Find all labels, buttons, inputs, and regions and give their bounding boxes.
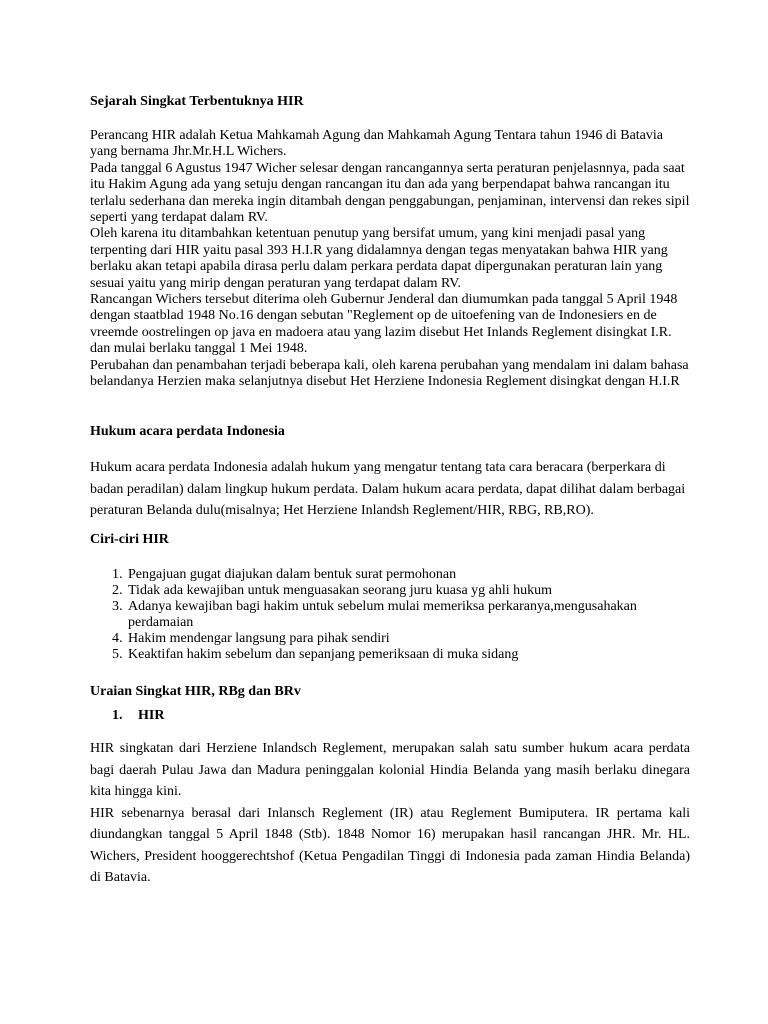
list-number: 4. (112, 631, 123, 646)
section-body-hukum-acara (90, 457, 690, 522)
section-body-sejarah (90, 128, 690, 391)
paragraph: HIR singkatan dari Herziene Inlandsch Reglement, merupakan salah satu sumber hukum acara perdata bagi daerah Pulau Jawa dan Madura peninggalan kolonial Hindia Belanda yang masih berlaku dinegara kita hingga kini. (90, 741, 690, 799)
subheading-text: HIR (138, 708, 165, 723)
list-item (90, 599, 690, 631)
subheading-number: 1. (112, 708, 123, 723)
list-number: 1. (112, 567, 123, 582)
paragraph: HIR sebenarnya berasal dari Inlansch Reglement (IR) atau Reglement Bumiputera. IR pertama kali diundangkan tanggal 5 April 1848 (Stb). 1848 Nomor 16) merupakan hasil rancangan JHR. Mr. HL. Wichers, President hooggerechtshof (Ketua Pengadilan Tinggi di Indonesia pada zaman Hindia Belanda) di Batavia. (90, 805, 690, 885)
list-item-text: Keaktifan hakim sebelum dan sepanjang pemeriksaan di muka sidang (128, 647, 519, 662)
paragraph: Hukum acara perdata Indonesia adalah hukum yang mengatur tentang tata cara beracara (berperkara di badan peradilan) dalam lingkup hukum perdata. Dalam hukum acara perdata, dapat dilihat dalam berbagai peraturan Belanda dulu(misalnya; Het Herziene Inlandsh Reglement/HIR, RBG, RB,RO). (90, 460, 686, 518)
list-item-text: Pengajuan gugat diajukan dalam bentuk surat permohonan (128, 567, 457, 582)
section-body-uraian (90, 738, 690, 889)
list-number: 2. (112, 583, 123, 598)
section-heading-uraian: Uraian Singkat HIR, RBg dan BRv (90, 684, 301, 699)
list-item-text: Adanya kewajiban bagi hakim untuk sebelum mulai memeriksa perkaranya,mengusahakan perdamaian (128, 599, 637, 630)
list-number: 3. (112, 599, 123, 614)
paragraph: Perubahan dan penambahan terjadi beberapa kali, oleh karena perubahan yang mendalam ini dalam bahasa belandanya Herzien maka selanjutnya disebut Het Herziene Indonesia Reglement disingkat dengan H.I.R (90, 357, 689, 390)
ciri-ciri-list (90, 567, 690, 663)
paragraph: Oleh karena itu ditambahkan ketentuan penutup yang bersifat umum, yang kini menjadi pasal yang terpenting dari HIR yaitu pasal 393 H.I.R yang didalamnya dengan tegas menyatakan bahwa HIR yang berlaku akan tetapi apabila dirasa perlu dalam perkara perdata dapat dipergunakan peraturan lain yang sesuai yaitu yang mirip dengan peraturan yang terdapat dalam RV. (90, 226, 668, 291)
list-item (90, 567, 690, 583)
list-item (90, 631, 690, 647)
section-heading-hukum-acara: Hukum acara perdata Indonesia (90, 424, 285, 439)
list-item-text: Hakim mendengar langsung para pihak sendiri (128, 631, 390, 646)
paragraph: Rancangan Wichers tersebut diterima oleh Gubernur Jenderal dan diumumkan pada tanggal 5 April 1948 dengan staatblad 1948 No.16 dengan sebutan "Reglement op de uitoefening van de Indonesiers en de vreemde oostrelingen op java en madoera atau yang lazim disebut Het Inlands Reglement disingkat I.R. dan mulai berlaku tanggal 1 Mei 1948. (90, 292, 678, 357)
list-item (90, 647, 690, 663)
paragraph: Pada tanggal 6 Agustus 1947 Wicher selesar dengan rancangannya serta peraturan penjelasnnya, pada saat itu Hakim Agung ada yang setuju dengan rancangan itu dan ada yang berpendapat bahwa rancangan itu terlalu sederhana dan mereka ingin ditambah dengan penggabungan, penjaminan, intervensi dan rekes sipil seperti yang terdapat dalam RV. (90, 160, 690, 226)
list-item-text: Tidak ada kewajiban untuk menguasakan seorang juru kuasa yg ahli hukum (128, 583, 553, 598)
paragraph: Perancang HIR adalah Ketua Mahkamah Agung dan Mahkamah Agung Tentara tahun 1946 di Batavia yang bernama Jhr.Mr.H.L Wichers. (90, 128, 663, 160)
section-heading-ciri-ciri: Ciri-ciri HIR (90, 532, 169, 547)
section-heading-sejarah: Sejarah Singkat Terbentuknya HIR (90, 94, 304, 109)
list-item (90, 583, 690, 599)
list-number: 5. (112, 647, 123, 662)
